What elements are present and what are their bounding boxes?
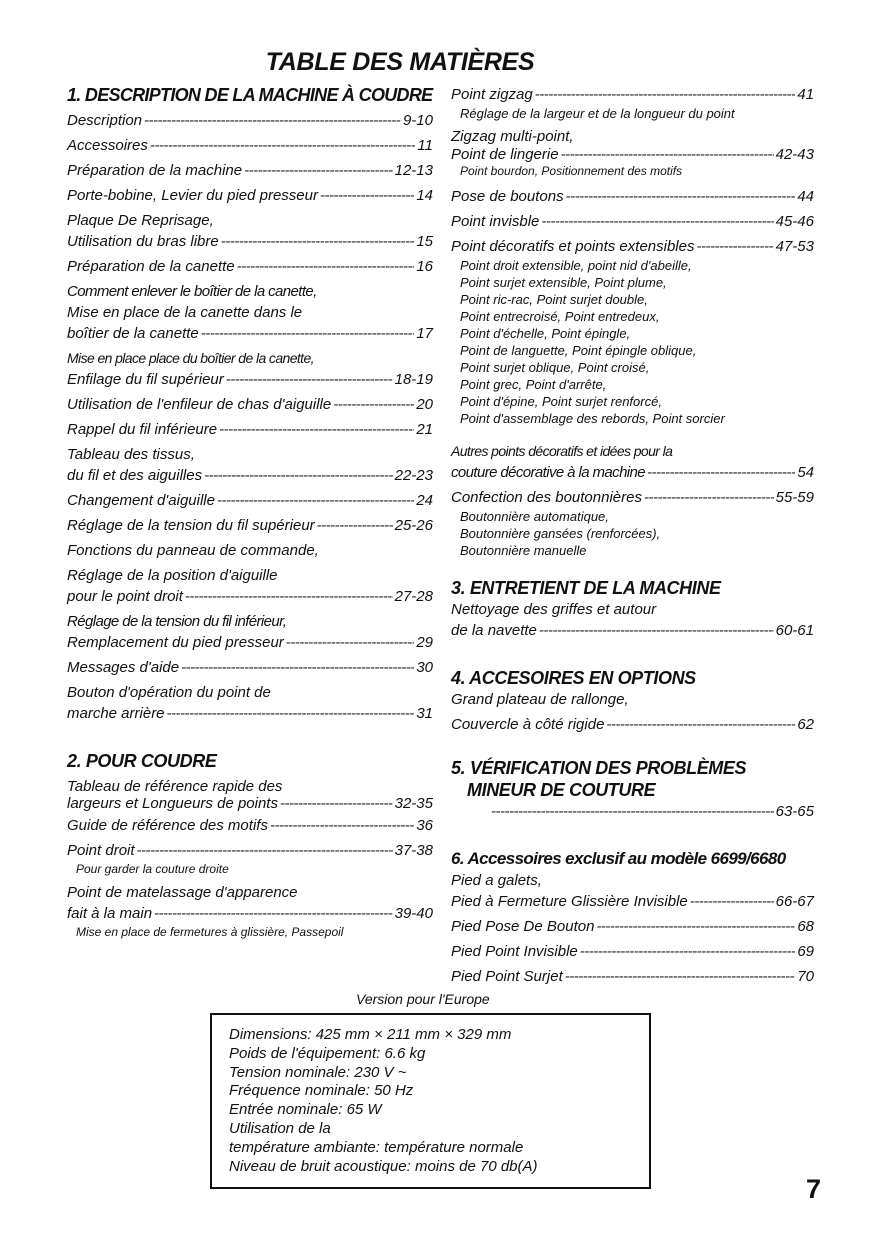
entry-page: 69 <box>797 943 814 960</box>
dot-leader <box>204 465 393 486</box>
entry-line: Autres points décoratifs et idées pour la <box>451 443 673 459</box>
entry-page: 62 <box>797 716 814 733</box>
toc-entry[interactable] <box>67 515 433 536</box>
dot-leader <box>181 657 414 678</box>
entry-title: Point invisble <box>451 213 540 230</box>
section-2-heading: 2. POUR COUDRE <box>67 751 217 771</box>
entry-title: Utilisation du bras libre <box>67 233 219 250</box>
entry-title: Pied Pose De Bouton <box>451 918 595 935</box>
section-5 <box>451 757 814 822</box>
toc-entry[interactable] <box>451 966 814 987</box>
entry-title: Guide de référence des motifs <box>67 817 268 834</box>
section-4-heading: 4. ACCESOIRES EN OPTIONS <box>451 668 696 688</box>
entry-subtitle: Point bourdon, Positionnement des motifs <box>460 164 683 178</box>
toc-entry[interactable] <box>67 682 433 724</box>
spec-line: Poids de l'équipement: 6.6 kg <box>229 1044 426 1062</box>
entry-line: Tableau de référence rapide des <box>67 778 283 795</box>
entry-subtitle: Point entrecroisé, Point entredeux, <box>460 309 660 324</box>
entry-page: 11 <box>417 137 433 154</box>
toc-entry[interactable] <box>67 281 433 344</box>
entry-page: 68 <box>797 918 814 935</box>
entry-subtitle: Boutonnière gansées (renforcées), <box>460 526 661 541</box>
dot-leader <box>201 323 415 344</box>
dot-leader <box>185 586 393 607</box>
dot-leader <box>280 797 393 811</box>
toc-entry[interactable] <box>67 110 433 131</box>
spec-line: Dimensions: 425 mm × 211 mm × 329 mm <box>229 1026 512 1043</box>
toc-entry[interactable] <box>451 186 814 207</box>
entry-title: Point droit <box>67 842 135 859</box>
spec-line: Fréquence nominale: 50 Hz <box>229 1082 414 1100</box>
toc-entry[interactable] <box>67 611 433 653</box>
entry-line: Réglage de la position d'aiguille <box>67 567 278 584</box>
entry-page: 25-26 <box>394 517 433 534</box>
entry-page: 63-65 <box>775 803 814 820</box>
entry-subtitle: Pour garder la couture droite <box>76 862 229 876</box>
dot-leader <box>244 160 393 181</box>
entry-line: Tableau des tissus, <box>67 446 195 463</box>
entry-title: du fil et des aiguilles <box>67 467 203 484</box>
entry-title: Remplacement du pied presseur <box>67 634 284 651</box>
entry-title: Accessoires <box>67 137 148 154</box>
toc-entry[interactable] <box>67 815 433 836</box>
entry-title: Utilisation de l'enfileur de chas d'aiguille <box>67 396 332 413</box>
dot-leader <box>217 490 414 511</box>
entry-page: 42-43 <box>775 146 814 163</box>
toc-entry[interactable] <box>67 840 433 878</box>
entry-title: Réglage de la tension du fil supérieur <box>67 517 315 534</box>
toc-right-column <box>451 84 814 987</box>
toc-entry[interactable] <box>451 916 814 937</box>
toc-left-column <box>67 84 433 941</box>
entry-line: Point de matelassage d'apparence <box>67 884 298 901</box>
entry-page: 54 <box>797 464 814 481</box>
entry-page: 17 <box>416 325 433 342</box>
toc-entry[interactable] <box>67 565 433 607</box>
dot-leader <box>137 840 393 861</box>
entry-page: 14 <box>416 187 433 204</box>
dot-leader <box>219 419 414 440</box>
entry-line: Grand plateau de rallonge, <box>451 691 629 708</box>
dot-leader <box>565 966 796 987</box>
dot-leader <box>561 147 774 163</box>
entry-subtitle: Boutonnière automatique, <box>460 509 609 524</box>
entry-title: Pied à Fermeture Glissière Invisible <box>451 893 688 910</box>
entry-title: Changement d'aiguille <box>67 492 215 509</box>
entry-page: 16 <box>416 258 433 275</box>
entry-subtitle: Point surjet oblique, Point croisé, <box>460 360 650 375</box>
entry-page: 29 <box>416 634 433 651</box>
section-6-heading: 6. Accessoires exclusif au modèle 6699/6680 <box>451 849 786 868</box>
section-5-heading-line2: MINEUR DE COUTURE <box>467 780 656 800</box>
dot-leader <box>270 815 414 836</box>
entry-page: 24 <box>416 492 433 509</box>
entry-page: 12-13 <box>394 162 433 179</box>
toc-entry[interactable] <box>451 236 814 427</box>
toc-entry[interactable] <box>67 135 433 156</box>
toc-entry[interactable] <box>451 211 814 232</box>
entry-page: 9-10 <box>402 112 433 129</box>
entry-title: Couvercle à côté rigide <box>451 716 605 733</box>
toc-entry[interactable] <box>67 657 433 678</box>
entry-title: Description <box>67 112 143 129</box>
entry-line: Réglage de la tension du fil inférieur, <box>67 613 287 630</box>
toc-entry[interactable] <box>67 256 433 277</box>
entry-title: largeurs et Longueurs de points <box>67 795 278 812</box>
entry-title: Confection des boutonnières <box>451 489 642 506</box>
entry-page: 41 <box>797 86 814 103</box>
entry-page: 31 <box>416 705 433 722</box>
toc-entry[interactable] <box>67 419 433 440</box>
entry-subtitle: Point grec, Point d'arrête, <box>460 377 607 392</box>
entry-title: Pose de boutons <box>451 188 564 205</box>
dot-leader <box>154 903 393 924</box>
entry-title: boîtier de la canette <box>67 325 199 342</box>
dot-leader <box>144 110 401 131</box>
dot-leader <box>541 211 773 232</box>
entry-page: 22-23 <box>394 467 433 484</box>
section-1-heading: 1. DESCRIPTION DE LA MACHINE À COUDRE <box>67 85 433 105</box>
entry-page: 44 <box>797 188 814 205</box>
entry-page: 27-28 <box>394 588 433 605</box>
dot-leader <box>644 487 774 508</box>
entry-title: Préparation de la canette <box>67 258 235 275</box>
entry-page: 70 <box>797 968 814 985</box>
dot-leader <box>320 185 414 206</box>
entry-subtitle: Point droit extensible, point nid d'abeille, <box>460 258 692 273</box>
toc-entry[interactable] <box>67 882 433 941</box>
spec-line: Entrée nominale: 65 W <box>229 1101 382 1119</box>
entry-line: Pied a galets, <box>451 872 542 889</box>
entry-page: 45-46 <box>775 213 814 230</box>
dot-leader <box>539 620 774 641</box>
dot-leader <box>596 916 795 937</box>
entry-page: 20 <box>416 396 433 413</box>
entry-line: Zigzag multi-point, <box>451 128 574 145</box>
dot-leader <box>150 135 416 156</box>
dot-leader <box>226 369 393 390</box>
entry-title: marche arrière <box>67 705 165 722</box>
toc-entry[interactable] <box>67 776 433 811</box>
entry-line: Bouton d'opération du point de <box>67 684 271 701</box>
page-title: TABLE DES MATIÈRES <box>265 48 535 76</box>
dot-leader <box>167 703 415 724</box>
entry-line: Fonctions du panneau de commande, <box>67 542 319 559</box>
toc-entry[interactable] <box>451 599 814 641</box>
spec-line: température ambiante: température normale <box>229 1138 524 1156</box>
entry-subtitle: Point surjet extensible, Point plume, <box>460 275 667 290</box>
entry-line: Mise en place place du boîtier de la canette, <box>67 350 314 366</box>
entry-page: 36 <box>416 817 433 834</box>
toc-entry[interactable] <box>451 689 814 735</box>
toc-entry[interactable] <box>67 210 433 252</box>
entry-page: 30 <box>416 659 433 676</box>
entry-subtitle: Réglage de la largeur et de la longueur du point <box>460 106 735 121</box>
entry-subtitle: Point d'épine, Point surjet renforcé, <box>460 394 662 409</box>
spec-line: Utilisation de la <box>229 1119 331 1137</box>
toc-entry[interactable] <box>451 84 814 122</box>
entry-page: 55-59 <box>775 489 814 506</box>
toc-entry[interactable] <box>67 444 433 486</box>
toc-entry[interactable] <box>451 870 814 912</box>
entry-title: Pied Point Invisible <box>451 943 578 960</box>
dot-leader <box>221 231 415 252</box>
entry-page: 15 <box>416 233 433 250</box>
specifications-box <box>210 1013 651 1189</box>
section-5-heading: 5. VÉRIFICATION DES PROBLÈMES <box>451 758 747 778</box>
entry-title: Pied Point Surjet <box>451 968 563 985</box>
version-label: Version pour l'Europe <box>356 991 490 1007</box>
entry-title: couture décorative à la machine <box>451 464 646 481</box>
entry-title: de la navette <box>451 622 537 639</box>
toc-entry[interactable] <box>67 490 433 511</box>
entry-line: Mise en place de la canette dans le <box>67 304 303 321</box>
entry-page: 39-40 <box>394 905 433 922</box>
entry-page: 37-38 <box>394 842 433 859</box>
dot-leader <box>580 941 796 962</box>
page-number: 7 <box>806 1174 822 1204</box>
dot-leader <box>237 256 415 277</box>
entry-page: 47-53 <box>775 238 814 255</box>
entry-line: Comment enlever le boîtier de la canette, <box>67 283 317 300</box>
entry-line: Nettoyage des griffes et autour <box>451 601 657 618</box>
entry-subtitle: Point d'échelle, Point épingle, <box>460 326 631 341</box>
entry-subtitle: Point de languette, Point épingle oblique, <box>460 343 697 358</box>
entry-title: Porte-bobine, Levier du pied presseur <box>67 187 318 204</box>
entry-title: Enfilage du fil supérieur <box>67 371 224 388</box>
entry-page: 18-19 <box>394 371 433 388</box>
entry-page: 32-35 <box>394 795 433 812</box>
entry-title: Point décoratifs et points extensibles <box>451 238 695 255</box>
spec-line: Tension nominale: 230 V ~ <box>229 1063 407 1081</box>
entry-subtitle: Point ric-rac, Point surjet double, <box>460 292 648 307</box>
spec-line: Niveau de bruit acoustique: moins de 70 db(A) <box>229 1157 538 1175</box>
dot-leader <box>690 891 774 912</box>
entry-subtitle: Mise en place de fermetures à glissière, Passepoil <box>76 925 344 939</box>
entry-title: pour le point droit <box>67 588 183 605</box>
toc-entry[interactable] <box>451 441 814 483</box>
entry-title: fait à la main <box>67 905 153 922</box>
entry-page: 66-67 <box>775 893 814 910</box>
dot-leader <box>647 462 795 483</box>
dot-leader <box>286 632 415 653</box>
entry-title: Messages d'aide <box>67 659 180 676</box>
dot-leader <box>606 714 795 735</box>
toc-entry[interactable] <box>451 126 814 180</box>
dot-leader <box>535 84 796 105</box>
entry-title: Point zigzag <box>451 86 533 103</box>
entry-title: Préparation de la machine <box>67 162 243 179</box>
dot-leader <box>333 394 414 415</box>
dot-leader <box>696 236 773 257</box>
toc-entry[interactable] <box>451 941 814 962</box>
toc-entry[interactable] <box>67 185 433 206</box>
entry-title: Rappel du fil inférieure <box>67 421 218 438</box>
section-3-heading: 3. ENTRETIENT DE LA MACHINE <box>451 578 721 598</box>
entry-subtitle: Boutonnière manuelle <box>460 543 587 558</box>
entry-page: 21 <box>416 421 433 438</box>
entry-title: Point de lingerie <box>451 146 559 163</box>
entry-line: Plaque De Reprisage, <box>67 212 214 229</box>
toc-entry[interactable] <box>67 394 433 415</box>
toc-entry[interactable] <box>67 540 433 561</box>
toc-entry[interactable] <box>451 801 814 822</box>
entry-subtitle: Point d'assemblage des rebords, Point sorcier <box>460 411 725 426</box>
dot-leader <box>566 186 796 207</box>
dot-leader <box>491 801 774 822</box>
toc-entry[interactable] <box>451 487 814 559</box>
entry-page: 60-61 <box>775 622 814 639</box>
toc-entry[interactable] <box>67 348 433 390</box>
dot-leader <box>317 515 393 536</box>
toc-entry[interactable] <box>67 160 433 181</box>
